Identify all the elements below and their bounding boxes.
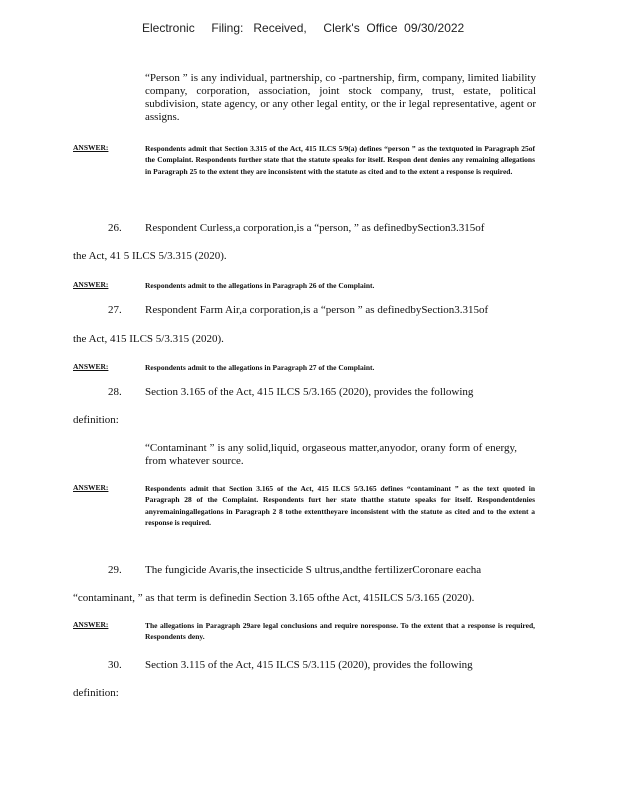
answer-text: Respondents admit to the allegations in Paragraph 26 of the Complaint. <box>145 281 375 290</box>
paragraph-text: The fungicide Avaris,the insecticide S ultrus,andthe fertilizerCoronare eacha <box>145 564 482 576</box>
answer-label: ANSWER: <box>73 362 109 371</box>
answer-text: Respondents admit that Section 3.315 of the Act, 415 ILCS 5/9(a) defines “person ” as the textquoted in Paragraph 25of the Complaint. Respondents further state that the statute speaks for itself. Respon dent denies any remaining allegations in Paragraph 25 to the extent they are inconsistent with the statute as cited and to the extent a response is required. <box>145 144 535 176</box>
paragraph-text: Respondent Farm Air,a corporation,is a “person ” as definedbySection3.315of <box>145 304 489 316</box>
paragraph-number: 27. <box>108 304 122 316</box>
answer-text: The allegations in Paragraph 29are legal conclusions and require noresponse. To the extent that a response is required, Respondents deny. <box>145 621 535 642</box>
paragraph-text-continued: the Act, 41 5 ILCS 5/3.315 (2020). <box>73 250 227 262</box>
paragraph-number: 28. <box>108 386 122 398</box>
answer-label: ANSWER: <box>73 280 109 289</box>
paragraph-text-continued: “contaminant, ” as that term is definedin Section 3.165 ofthe Act, 415ILCS 5/3.165 (2020). <box>73 592 475 604</box>
paragraph-number: 30. <box>108 659 122 671</box>
answer-label: ANSWER: <box>73 143 109 152</box>
answer-text: Respondents admit that Section 3.165 of the Act, 415 ILCS 5/3.165 defines “contaminant ” as the text quoted in Paragraph 28 of the Complaint. Respondents furt her state thatthe statute speaks for itself. Respondentdenies anyremainingallegations in Paragraph 2 8 tothe extenttheyare inconsistent with the statute as cited and to the extent a response is required. <box>145 484 535 527</box>
paragraph-text: Section 3.115 of the Act, 415 ILCS 5/3.115 (2020), provides the following <box>145 659 473 671</box>
paragraph-text: Respondent Curless,a corporation,is a “person, ” as definedbySection3.315of <box>145 222 485 234</box>
paragraph-number: 26. <box>108 222 122 234</box>
answer-text: Respondents admit to the allegations in Paragraph 27 of the Complaint. <box>145 363 375 372</box>
paragraph-text-continued: definition: <box>73 414 119 426</box>
contaminant-definition-quote: “Contaminant ” is any solid,liquid, orgaseous matter,anyodor, orany form of energy, from whatever source. <box>145 442 517 467</box>
paragraph-text-continued: definition: <box>73 687 119 699</box>
paragraph-text: Section 3.165 of the Act, 415 ILCS 5/3.165 (2020), provides the following <box>145 386 474 398</box>
answer-label: ANSWER: <box>73 620 109 629</box>
paragraph-text-continued: the Act, 415 ILCS 5/3.315 (2020). <box>73 333 224 345</box>
answer-label: ANSWER: <box>73 483 109 492</box>
paragraph-number: 29. <box>108 564 122 576</box>
filing-header: Electronic Filing: Received, Clerk's Office 09/30/2022 <box>142 21 465 35</box>
person-definition-quote: “Person ” is any individual, partnership, co -partnership, firm, company, limited liability company, corporation, association, joint stock company, trust, estate, political subdivision, state agency, or any other legal entity, or the ir legal representative, agent or assigns. <box>145 72 536 123</box>
